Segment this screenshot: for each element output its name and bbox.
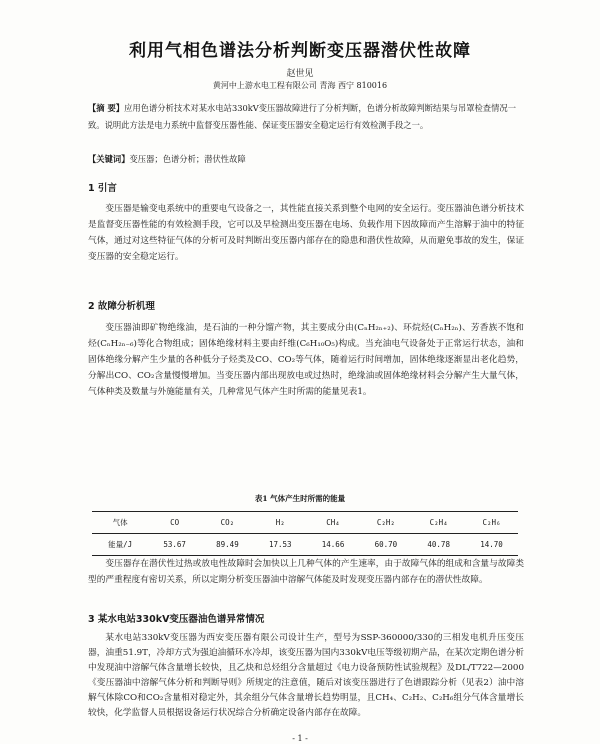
section-heading-introduction: 1 引言 [88, 183, 117, 194]
table-header-label: 气体 [92, 512, 148, 534]
keywords-text: 变压器；色谱分析；潜伏性故障 [129, 154, 246, 164]
table-value-cell: 60.70 [359, 534, 412, 556]
abstract-text: 应用色谱分析技术对某水电站330kV变压器故障进行了分析判断，色谱分析故障判断结果与吊罩检查情况一致。说明此方法是电力系统中监督变压器性能、保证变压器安全稳定运行有效检测手段之一。 [88, 103, 517, 130]
paragraph-latent-fault: 变压器存在潜伏性过热或放电性故障时会加快以上几种气体的产生速率，由于故障气体的组成和含量与故障类型的严重程度有密切关系，所以定期分析变压器油中溶解气体能及时发现变压器内部存在的潜伏性故障。 [88, 559, 524, 585]
paragraph-introduction: 变压器是输变电系统中的重要电气设备之一，其性能直接关系到整个电网的安全运行。变压器油色谱分析技术是监督变压器性能的有效检测手段，它可以及早检测出变压器在电场、负载作用下因故障而产生溶解于油中的特征气体，通过对这些特征气体的分析可及时判断出变压器内部存在的隐患和潜伏性故障，从而避免事故的发生，保证变压器的安全稳定运行。 [88, 204, 524, 262]
section-heading-case: 3 某水电站330kV变压器油色谱异常情况 [88, 614, 265, 625]
author-affiliation: 黄河中上游水电工程有限公司 青海 西宁 810016 [212, 81, 388, 90]
table-header-cell: CO₂ [201, 512, 254, 534]
keywords [88, 151, 524, 168]
table-value-cell: 14.70 [465, 534, 518, 556]
page-number: - 1 - [292, 734, 308, 743]
table-header-cell: CH₄ [307, 512, 360, 534]
author-name: 赵世见 [286, 69, 314, 79]
abstract-label: 【摘 要】 [88, 103, 125, 113]
table-value-cell: 89.49 [201, 534, 254, 556]
table1-caption: 表1 气体产生时所需的能量 [254, 494, 346, 503]
table-value-cell: 17.53 [254, 534, 307, 556]
table-value-cell: 14.66 [307, 534, 360, 556]
table-header-cell: C₂H₆ [465, 512, 518, 534]
paper-title: 利用气相色谱法分析判断变压器潜伏性故障 [129, 41, 471, 61]
table-header-row [92, 512, 518, 534]
table-header-cell: C₂H₂ [359, 512, 412, 534]
keywords-label: 【关键词】 [88, 154, 130, 164]
paragraph-case: 某水电站330kV变压器为西安变压器有限公司设计生产，型号为SSP-360000/330的三相发电机升压变压器，油重51.9T，冷却方式为强迫油循环水冷却，该变压器为国内330kV电压等级初期产品，在某次定期色谱分析中发现油中溶解气体含量增长较快，且乙炔和总烃组分含量超过《电力设备预防性试验规程》及DL/T722—2000《变压器油中溶解气体分析和判断导则》所规定的注意值，随后对该变压器进行了色谱跟踪分析（见表2）油中溶解气体除CO和CO₂含量相对稳定外，其余组分气体含量增长趋势明显，且CH₄、C₂H₂、C₂H₆组分气体含量增长较快，化学监督人员根据设备运行状况综合分析确定设备内部存在故障。 [88, 633, 524, 718]
table-value-cell: 53.67 [148, 534, 201, 556]
paragraph-mechanism: 变压器油即矿物绝缘油，是石油的一种分馏产物，其主要成分由(CₙH₂ₙ₊₂)、环烷烃(CₙH₂ₙ)、芳香族不饱和烃(CₙH₂ₙ₋₆)等化合物组成；固体绝缘材料主要由纤维(C₆H₁₀O₅)构成。当充油电气设备处于正常运行状态，油和固体绝缘分解产生少量的各种低分子烃类及CO、CO₂等气体，随着运行时间增加，固体绝缘逐渐显出老化趋势，分解出CO、CO₂含量慢慢增加。当变压器内部出现放电或过热时，绝缘油或固体绝缘材料会分解产生大量气体，气体种类及数量与外施能量有关，几种常见气体产生时所需的能量见表1。 [88, 323, 524, 397]
table-header-cell: H₂ [254, 512, 307, 534]
section-heading-mechanism: 2 故障分析机理 [88, 301, 155, 312]
table-header-cell: C₂H₄ [412, 512, 465, 534]
abstract [88, 100, 524, 134]
table-header-cell: CO [148, 512, 201, 534]
table-value-row [92, 534, 518, 556]
table-value-cell: 40.78 [412, 534, 465, 556]
table-value-label: 能量/J [92, 534, 148, 556]
gas-energy-table [92, 511, 518, 556]
